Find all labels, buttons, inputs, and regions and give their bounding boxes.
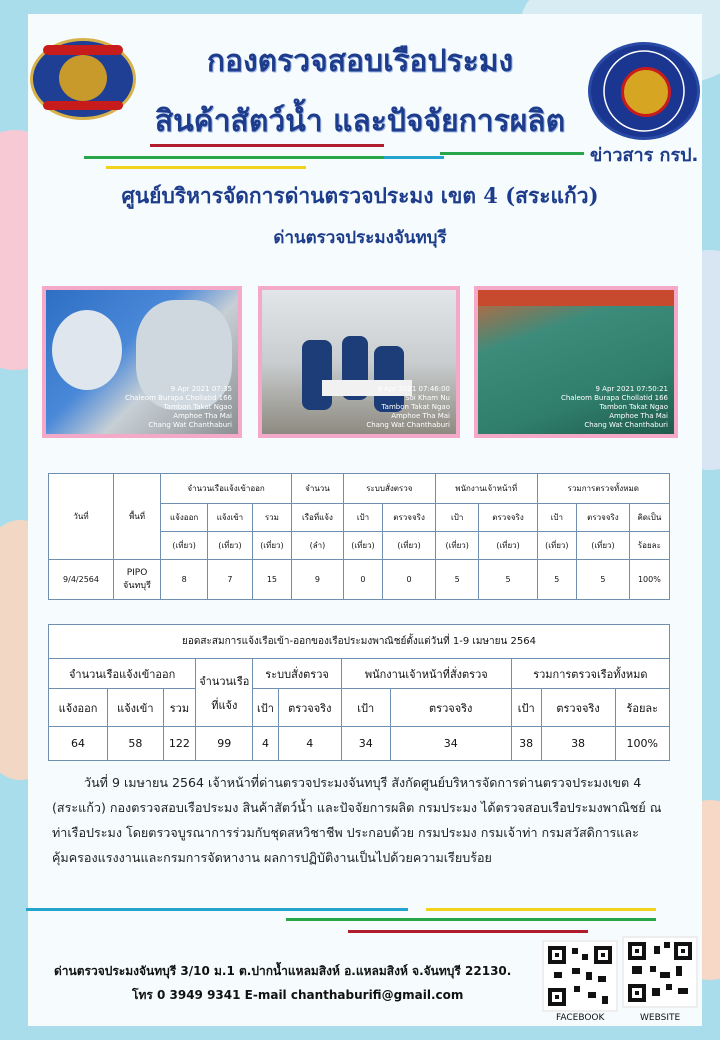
t2-header-boats: จำนวนเรือแจ้งเข้าออก xyxy=(49,659,196,689)
unit-tot-actual: (เที่ยว) xyxy=(577,532,630,560)
t2-cell-percent: 100% xyxy=(615,727,669,761)
cell-sys-target: 0 xyxy=(343,560,383,600)
daily-inspection-table xyxy=(48,473,670,600)
photo-stamp: 9 Apr 2021 07:35 Chaleom Burapa Chollatid 166 Tambon Takat Ngao Amphoe Tha Mai Chang Wat Chanthaburi xyxy=(124,385,232,429)
divider-red xyxy=(150,144,384,147)
t2-sub-sys-actual: ตรวจจริง xyxy=(278,689,341,727)
qr-code-website[interactable] xyxy=(622,936,698,1008)
sub-notified: เรือที่แจ้ง xyxy=(292,504,344,532)
footer-divider-blue xyxy=(26,908,408,911)
t2-sub-tot-actual: ตรวจจริง xyxy=(541,689,615,727)
sub-sys-target: เป้า xyxy=(343,504,383,532)
header-area: พื้นที่ xyxy=(114,474,161,560)
qr-label-facebook: FACEBOOK xyxy=(556,1013,605,1023)
unit-in: (เที่ยว) xyxy=(208,532,252,560)
t2-sub-sys-target: เป้า xyxy=(253,689,278,727)
header-officer: พนักงานเจ้าหน้าที่ xyxy=(435,474,537,504)
qr-label-website: WEBSITE xyxy=(640,1013,681,1023)
qr-pattern-icon xyxy=(624,938,696,1006)
header-total: รวมการตรวจทั้งหมด xyxy=(537,474,669,504)
divider-green xyxy=(84,156,384,159)
unit-sum: (เที่ยว) xyxy=(252,532,292,560)
table-row xyxy=(49,727,670,761)
sub-tot-actual: ตรวจจริง xyxy=(577,504,630,532)
footer-divider-yellow xyxy=(426,908,656,911)
sub-sum: รวม xyxy=(252,504,292,532)
t2-sub-percent: ร้อยละ xyxy=(615,689,669,727)
footer-address: ด่านตรวจประมงจันทบุรี 3/10 ม.1 ต.ปากน้ำแหลมสิงห์ อ.แหลมสิงห์ จ.จันทบุรี 22130. xyxy=(54,964,512,978)
cell-out: 8 xyxy=(161,560,208,600)
cell-tot-actual: 5 xyxy=(577,560,630,600)
sub-sys-actual: ตรวจจริง xyxy=(383,504,436,532)
t2-cell-notified: 99 xyxy=(196,727,253,761)
t2-cell-sys-actual: 4 xyxy=(278,727,341,761)
cell-off-actual: 5 xyxy=(479,560,537,600)
table-row xyxy=(49,560,670,600)
unit-sys-actual: (เที่ยว) xyxy=(383,532,436,560)
office-name: ด่านตรวจประมงจันทบุรี xyxy=(273,228,447,248)
sub-percent: คิดเป็น xyxy=(629,504,669,532)
cell-area: PIPO จันทบุรี xyxy=(114,560,161,600)
t2-header-notified: จำนวนเรือ ที่แจ้ง xyxy=(196,659,253,727)
photo-officers-inspection xyxy=(258,286,460,438)
cell-notified: 9 xyxy=(292,560,344,600)
header-system: ระบบสั่งตรวจ xyxy=(343,474,435,504)
report-paragraph: วันที่ 9 เมษายน 2564 เจ้าหน้าที่ด่านตรวจประมงจันทบุรี สังกัดศูนย์บริหารจัดการด่านตรวจประมงเขต 4 (สระแก้ว) กองตรวจสอบเรือประมง สินค้าสัตว์น้ำ และปัจจัยการผลิต กรมประมง ได้ตรวจสอบเรือประมงพาณิชย์ ณ ท่าเรือประมง โดยตรวจบูรณาการร่วมกับชุดสหวิชาชีพ ประกอบด้วย กรมประมง กรมเจ้าท่า กรมสวัสดิการและคุ้มครองแรงงานและกรมการจัดหางาน ผลการปฏิบัติงานเป็นไปด้วยความเรียบร้อย xyxy=(52,775,662,865)
cell-in: 7 xyxy=(208,560,252,600)
photo-stamp: 9 Apr 2021 07:50:21 Chaleom Burapa Chollatid 166 Tambon Takat Ngao Amphoe Tha Mai Chang Wat Chanthaburi xyxy=(560,385,668,429)
t2-cell-tot-target: 38 xyxy=(511,727,541,761)
footer-divider-green xyxy=(286,918,656,921)
t2-sub-off-target: เป้า xyxy=(341,689,390,727)
sub-in: แจ้งเข้า xyxy=(208,504,252,532)
table2-title: ยอดสะสมการแจ้งเรือเข้า-ออกของเรือประมงพาณิชย์ตั้งแต่วันที่ 1-9 เมษายน 2564 xyxy=(49,625,670,659)
cell-tot-target: 5 xyxy=(537,560,577,600)
cell-percent: 100% xyxy=(629,560,669,600)
footer-divider-red xyxy=(348,930,588,933)
t2-header-officer: พนักงานเจ้าหน้าที่สั่งตรวจ xyxy=(341,659,511,689)
sub-off-actual: ตรวจจริง xyxy=(479,504,537,532)
header-count: จำนวน xyxy=(292,474,344,504)
t2-sub-in: แจ้งเข้า xyxy=(108,689,164,727)
unit-sys-target: (เที่ยว) xyxy=(343,532,383,560)
header-date: วันที่ xyxy=(49,474,114,560)
t2-sub-off-actual: ตรวจจริง xyxy=(390,689,511,727)
cell-date: 9/4/2564 xyxy=(49,560,114,600)
t2-sub-out: แจ้งออก xyxy=(49,689,108,727)
t2-sub-tot-target: เป้า xyxy=(511,689,541,727)
cell-off-target: 5 xyxy=(435,560,479,600)
divider-blue xyxy=(384,156,444,159)
t2-cell-sys-target: 4 xyxy=(253,727,278,761)
t2-sub-sum: รวม xyxy=(163,689,196,727)
cell-sum: 15 xyxy=(252,560,292,600)
fishery-inspection-logo xyxy=(588,42,700,140)
t2-cell-sum: 122 xyxy=(163,727,196,761)
photo-fish-baskets xyxy=(42,286,242,438)
t2-cell-off-target: 34 xyxy=(341,727,390,761)
unit-off-target: (เที่ยว) xyxy=(435,532,479,560)
divider-yellow xyxy=(106,166,306,169)
footer-contact: โทร 0 3949 9341 E-mail chanthaburifi@gmail.com xyxy=(132,988,464,1002)
qr-pattern-icon xyxy=(544,942,616,1010)
photo-fishing-net xyxy=(474,286,678,438)
unit-out: (เที่ยว) xyxy=(161,532,208,560)
sub-off-target: เป้า xyxy=(435,504,479,532)
divider-green-right xyxy=(440,152,584,155)
qr-code-facebook[interactable] xyxy=(542,940,618,1012)
t2-header-total: รวมการตรวจเรือทั้งหมด xyxy=(511,659,669,689)
news-label: ข่าวสาร กรป. xyxy=(590,145,699,166)
center-name: ศูนย์บริหารจัดการด่านตรวจประมง เขต 4 (สระแก้ว) xyxy=(121,183,599,208)
t2-cell-off-actual: 34 xyxy=(390,727,511,761)
page-title-line1: กองตรวจสอบเรือประมง xyxy=(206,44,514,79)
sub-out: แจ้งออก xyxy=(161,504,208,532)
photo-stamp: 9 Apr 2021 07:46:00 Soi Kham Nu Tambon Takat Ngao Amphoe Tha Mai Chang Wat Chanthaburi xyxy=(366,385,450,429)
cell-sys-actual: 0 xyxy=(383,560,436,600)
unit-tot-target: (เที่ยว) xyxy=(537,532,577,560)
t2-header-system: ระบบสั่งตรวจ xyxy=(253,659,342,689)
page-title-line2: สินค้าสัตว์น้ำ และปัจจัยการผลิต xyxy=(154,104,566,139)
t2-cell-tot-actual: 38 xyxy=(541,727,615,761)
unit-notified: (ลำ) xyxy=(292,532,344,560)
header-boats: จำนวนเรือแจ้งเข้าออก xyxy=(161,474,292,504)
unit-percent: ร้อยละ xyxy=(629,532,669,560)
cumulative-inspection-table xyxy=(48,624,670,761)
t2-cell-out: 64 xyxy=(49,727,108,761)
unit-off-actual: (เที่ยว) xyxy=(479,532,537,560)
t2-cell-in: 58 xyxy=(108,727,164,761)
sub-tot-target: เป้า xyxy=(537,504,577,532)
